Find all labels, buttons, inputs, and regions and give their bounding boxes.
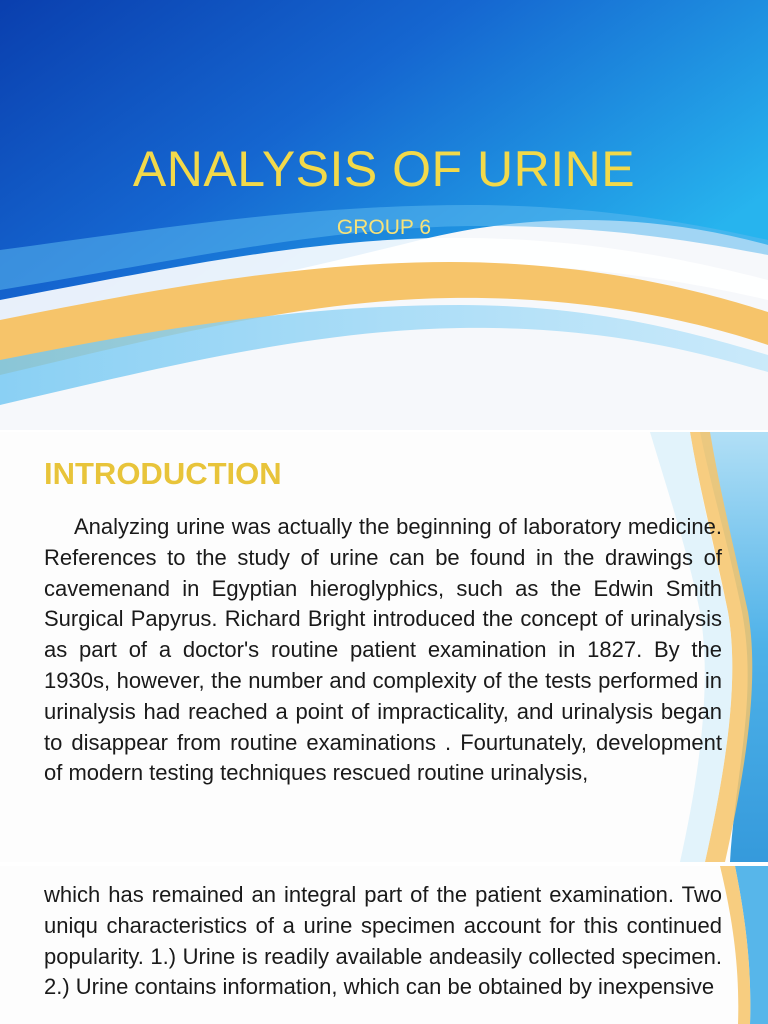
continuation-slide bbox=[0, 866, 768, 1024]
intro-paragraph: Analyzing urine was actually the beginning of laboratory medicine. References to the study of urine can be found in the drawings of cavemenand in Egyptian hieroglyphics, such as the Edwin Smith Surgical Papyrus. Richard Bright introduced the concept of urinalysis as part of a doctor's routine patient examination in 1827. By the 1930s, however, the number and complexity of the tests performed in urinalysis had reached a point of impracticality, and urinalysis began to disappear from routine examinations . Fourtunately, development of modern testing techniques rescued routine urinalysis, bbox=[44, 514, 722, 786]
continuation-paragraph: which has remained an integral part of the patient examination. Two uniqu characteristics of a urine specimen account for this continued popularity. 1.) Urine is readily available andeasily collected specimen. 2.) Urine contains information, which can be obtained by inexpensive bbox=[44, 882, 722, 1000]
slide-title: ANALYSIS OF URINE bbox=[132, 141, 636, 197]
slide-subtitle: GROUP 6 bbox=[336, 216, 432, 239]
intro-slide bbox=[0, 432, 768, 862]
title-slide bbox=[0, 0, 768, 430]
section-heading: INTRODUCTION bbox=[44, 456, 282, 491]
title-slide-background bbox=[0, 0, 768, 430]
